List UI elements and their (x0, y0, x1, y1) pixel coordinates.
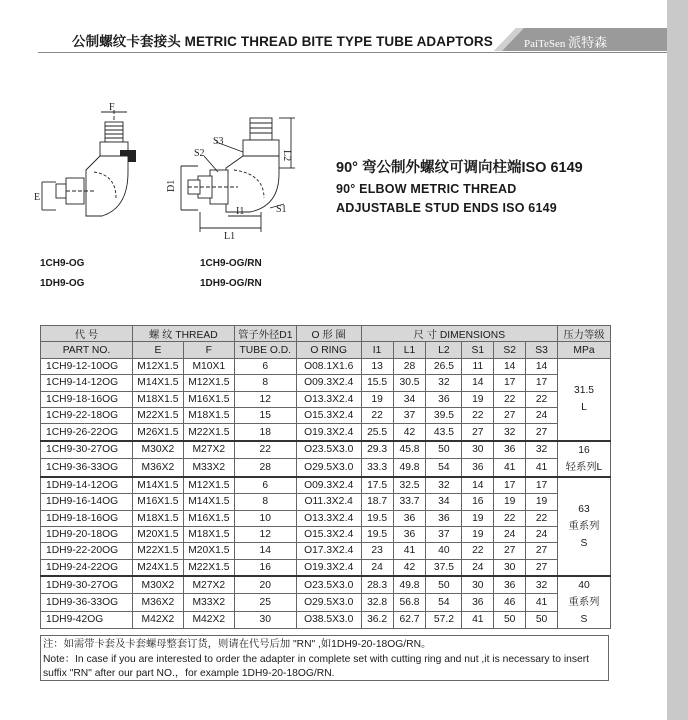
table-cell: M24X1.5 (132, 559, 183, 576)
table-cell: 19.5 (361, 526, 393, 542)
table-cell: 27 (526, 559, 558, 576)
table-cell: O13.3X2.4 (296, 391, 361, 407)
table-row (41, 510, 611, 526)
table-cell: M16X1.5 (132, 494, 183, 510)
note-line-en-1: Note：In case if you are interested to order the adapter in complete set with cutting ring and nut ,it is necessary to insert (43, 653, 590, 665)
part-number-cell: 1CH9-14-12OG (41, 375, 133, 391)
header-code: 代 号 (41, 326, 133, 342)
brand-cn: 派特森 (568, 36, 608, 51)
table-cell: 24 (361, 559, 393, 576)
table-cell: 16 (234, 559, 296, 576)
table-cell: 22 (462, 543, 494, 559)
table-cell: 46 (494, 594, 526, 611)
table-cell: M22X1.5 (132, 543, 183, 559)
table-cell: 37.5 (426, 559, 462, 576)
table-cell: 19 (462, 391, 494, 407)
label-L1: L1 (224, 231, 236, 242)
part-number-cell: 1CH9-18-16OG (41, 391, 133, 407)
header-col: S2 (494, 342, 526, 358)
table-cell: 43.5 (426, 424, 462, 441)
table-row (41, 407, 611, 423)
table-cell: 30 (494, 559, 526, 576)
part-number-cell: 1DH9-18-16OG (41, 510, 133, 526)
pressure-class-cell (557, 576, 610, 629)
table-cell: 19 (494, 494, 526, 510)
table-cell: 36 (494, 441, 526, 459)
pressure-class-cell (557, 477, 610, 576)
table-cell: M42X2 (183, 611, 234, 628)
table-cell: M36X2 (132, 459, 183, 477)
table-cell: M10X1 (183, 358, 234, 374)
pressure-value: 16 (578, 444, 590, 456)
pressure-value: 40 (578, 580, 590, 592)
table-cell: 27 (494, 543, 526, 559)
table-cell: 36 (393, 526, 426, 542)
table-cell: 18 (234, 424, 296, 441)
table-cell: 32.8 (361, 594, 393, 611)
part-number-cell: 1CH9-22-18OG (41, 407, 133, 423)
table-cell: 6 (234, 358, 296, 374)
code-1dh9-og: 1DH9-OG (40, 278, 85, 289)
product-heading (336, 156, 583, 215)
table-cell: M33X2 (183, 459, 234, 477)
pressure-value: L (581, 402, 587, 414)
table-body (41, 358, 611, 628)
pressure-value: 重系列 (568, 597, 600, 609)
table-cell: 50 (494, 611, 526, 628)
table-cell: 28.3 (361, 576, 393, 594)
table-cell: 32 (526, 441, 558, 459)
table-cell: 18.7 (361, 494, 393, 510)
table-cell: O19.3X2.4 (296, 559, 361, 576)
table-cell: 27 (526, 543, 558, 559)
label-S2: S2 (194, 148, 205, 159)
title-cn: 公制螺纹卡套接头 (72, 34, 181, 49)
header-col: E (132, 342, 183, 358)
table-cell: 37 (426, 526, 462, 542)
pressure-value: 轻系列L (565, 461, 603, 473)
part-number-cell: 1DH9-36-33OG (41, 594, 133, 611)
table-cell: 12 (234, 526, 296, 542)
table-cell: 30 (234, 611, 296, 628)
table-cell: 36 (494, 576, 526, 594)
table-cell: O29.5X3.0 (296, 594, 361, 611)
table-cell: O38.5X3.0 (296, 611, 361, 628)
table-cell: 17 (526, 375, 558, 391)
pressure-value: S (580, 614, 588, 626)
header-col: O RING (296, 342, 361, 358)
table-cell: M18X1.5 (132, 510, 183, 526)
part-number-cell: 1CH9-26-22OG (41, 424, 133, 441)
table-cell: M22X1.5 (132, 407, 183, 423)
part-number-cell: 1DH9-22-20OG (41, 543, 133, 559)
table-cell: 14 (462, 375, 494, 391)
table-row (41, 494, 611, 510)
table-cell: M14X1.5 (132, 477, 183, 494)
table-cell: 19 (526, 494, 558, 510)
table-cell: 57.2 (426, 611, 462, 628)
table-cell: 34 (393, 391, 426, 407)
table-cell: 14 (526, 358, 558, 374)
pressure-value: 63 (578, 503, 590, 515)
table-cell: M22X1.5 (183, 559, 234, 576)
table-row (41, 375, 611, 391)
table-cell: 30 (462, 441, 494, 459)
order-note (40, 635, 609, 681)
dimensions-table (40, 325, 611, 629)
table-cell: M42X2 (132, 611, 183, 628)
table-cell: M22X1.5 (183, 424, 234, 441)
table-cell: M14X1.5 (183, 494, 234, 510)
part-number-cell: 1DH9-30-27OG (41, 576, 133, 594)
table-cell: M12X1.5 (132, 358, 183, 374)
table-cell: O15.3X2.4 (296, 407, 361, 423)
table-row (41, 611, 611, 628)
table-cell: 22 (494, 510, 526, 526)
table-cell: 19.5 (361, 510, 393, 526)
table-cell: 24 (526, 407, 558, 423)
table-cell: 30 (462, 576, 494, 594)
table-cell: O13.3X2.4 (296, 510, 361, 526)
table-cell: M12X1.5 (183, 477, 234, 494)
part-number-cell: 1CH9-30-27OG (41, 441, 133, 459)
table-cell: M30X2 (132, 576, 183, 594)
table-cell: 17 (494, 375, 526, 391)
pressure-value: 重系列 (568, 520, 600, 532)
table-cell: 8 (234, 494, 296, 510)
table-row (41, 358, 611, 374)
table-cell: 25 (234, 594, 296, 611)
label-I1: I1 (236, 206, 245, 217)
part-number-cell: 1CH9-36-33OG (41, 459, 133, 477)
table-cell: 42 (393, 424, 426, 441)
table-cell: 54 (426, 594, 462, 611)
header-col: PART NO. (41, 342, 133, 358)
table-cell: M16X1.5 (183, 510, 234, 526)
pressure-class-cell (557, 358, 610, 440)
table-cell: 32 (494, 424, 526, 441)
table-cell: 45.8 (393, 441, 426, 459)
table-cell: 20 (234, 576, 296, 594)
header-col: S3 (526, 342, 558, 358)
table-cell: M20X1.5 (132, 526, 183, 542)
table-cell: 56.8 (393, 594, 426, 611)
table-cell: 13 (361, 358, 393, 374)
table-cell: 25.5 (361, 424, 393, 441)
table-cell: 17.5 (361, 477, 393, 494)
table-cell: M12X1.5 (183, 375, 234, 391)
table-row (41, 391, 611, 407)
table-cell: 22 (234, 441, 296, 459)
product-title-en-1: 90° ELBOW METRIC THREAD (336, 182, 517, 196)
label-L2: L2 (281, 150, 292, 162)
note-line-cn: 注：如需带卡套及卡套螺母整套订货，则请在代号后加 "RN" ,如1DH9-20-18OG/RN。 (43, 639, 432, 650)
table-cell: M18X1.5 (183, 407, 234, 423)
table-cell: 19 (462, 526, 494, 542)
table-cell: M14X1.5 (132, 375, 183, 391)
table-cell: M26X1.5 (132, 424, 183, 441)
product-title-en-2: ADJUSTABLE STUD ENDS ISO 6149 (336, 201, 557, 215)
table-cell: 36 (462, 459, 494, 477)
table-cell: 33.7 (393, 494, 426, 510)
table-cell: 41 (393, 543, 426, 559)
part-number-cell: 1DH9-16-14OG (41, 494, 133, 510)
table-cell: 54 (426, 459, 462, 477)
label-E: E (34, 192, 41, 203)
table-row (41, 477, 611, 494)
table-cell: 50 (426, 576, 462, 594)
table-cell: 37 (393, 407, 426, 423)
table-cell: 50 (526, 611, 558, 628)
part-number-cell: 1DH9-20-18OG (41, 526, 133, 542)
table-cell: 11 (462, 358, 494, 374)
table-cell: 36 (426, 391, 462, 407)
table-cell: 41 (462, 611, 494, 628)
table-cell: 32 (426, 375, 462, 391)
table-cell: 22 (494, 391, 526, 407)
table-cell: 36 (462, 594, 494, 611)
table-cell: 22 (462, 407, 494, 423)
table-cell: 41 (526, 459, 558, 477)
table-cell: O09.3X2.4 (296, 477, 361, 494)
table-cell: 33.3 (361, 459, 393, 477)
table-cell: 36 (426, 510, 462, 526)
table-cell: 27 (462, 424, 494, 441)
table-cell: 8 (234, 375, 296, 391)
fitting-drawing-left (42, 110, 136, 216)
label-S3: S3 (213, 136, 224, 147)
header-tube: 管子外径D1 (234, 326, 296, 342)
table-cell: O08.1X1.6 (296, 358, 361, 374)
code-1ch9-og-rn: 1CH9-OG/RN (200, 258, 262, 269)
table-cell: 36 (393, 510, 426, 526)
table-cell: 10 (234, 510, 296, 526)
table-cell: 14 (494, 358, 526, 374)
table-cell: O19.3X2.4 (296, 424, 361, 441)
header-col: L1 (393, 342, 426, 358)
brand-logo (494, 28, 667, 51)
table-cell: 24 (462, 559, 494, 576)
table-cell: 15.5 (361, 375, 393, 391)
table-cell: M16X1.5 (183, 391, 234, 407)
table-cell: 39.5 (426, 407, 462, 423)
table-cell: 29.3 (361, 441, 393, 459)
table-row (41, 526, 611, 542)
table-cell: O11.3X2.4 (296, 494, 361, 510)
table-cell: 24 (494, 526, 526, 542)
table-cell: 14 (462, 477, 494, 494)
table-cell: 17 (494, 477, 526, 494)
label-F: F (109, 102, 115, 113)
table-cell: 14 (234, 543, 296, 559)
title-en: METRIC THREAD BITE TYPE TUBE ADAPTORS (184, 34, 493, 49)
table-row (41, 441, 611, 459)
table-cell: 41 (526, 594, 558, 611)
table-cell: 23 (361, 543, 393, 559)
header-col: S1 (462, 342, 494, 358)
table-cell: 32.5 (393, 477, 426, 494)
code-1dh9-og-rn: 1DH9-OG/RN (200, 278, 262, 289)
table-cell: 22 (526, 510, 558, 526)
table-cell: M30X2 (132, 441, 183, 459)
header-col: L2 (426, 342, 462, 358)
table-header-row-en (41, 342, 611, 358)
table-row (41, 459, 611, 477)
table-cell: 50 (426, 441, 462, 459)
table-cell: O23.5X3.0 (296, 576, 361, 594)
part-number-cell: 1DH9-24-22OG (41, 559, 133, 576)
table-row (41, 594, 611, 611)
table-cell: 26.5 (426, 358, 462, 374)
table-cell: 41 (494, 459, 526, 477)
table-cell: 22 (526, 391, 558, 407)
pressure-value: S (580, 537, 588, 549)
table-cell: 62.7 (393, 611, 426, 628)
table-row (41, 543, 611, 559)
table-cell: M18X1.5 (132, 391, 183, 407)
header-pressure: 压力等级 (557, 326, 610, 342)
table-row (41, 424, 611, 441)
table-cell: M20X1.5 (183, 543, 234, 559)
table-cell: 49.8 (393, 576, 426, 594)
table-cell: 36.2 (361, 611, 393, 628)
table-cell: 19 (361, 391, 393, 407)
brand-latin: PaiTeSen (524, 38, 566, 50)
pressure-value: 31.5 (573, 385, 595, 397)
table-cell: M33X2 (183, 594, 234, 611)
table-cell: 16 (462, 494, 494, 510)
header-col: I1 (361, 342, 393, 358)
header-divider (38, 52, 667, 53)
header-dimensions: 尺 寸 DIMENSIONS (361, 326, 557, 342)
table-cell: 15 (234, 407, 296, 423)
table-cell: 27 (494, 407, 526, 423)
label-S1: S1 (276, 204, 287, 215)
header-col: TUBE O.D. (234, 342, 296, 358)
table-cell: O17.3X2.4 (296, 543, 361, 559)
part-number-cell: 1CH9-12-10OG (41, 358, 133, 374)
part-number-cell: 1DH9-14-12OG (41, 477, 133, 494)
table-cell: 42 (393, 559, 426, 576)
header-oring: O 形 圈 (296, 326, 361, 342)
table-cell: 6 (234, 477, 296, 494)
table-cell: O29.5X3.0 (296, 459, 361, 477)
table-cell: 34 (426, 494, 462, 510)
table-cell: 19 (462, 510, 494, 526)
header-thread: 螺 纹 THREAD (132, 326, 234, 342)
part-number-cell: 1DH9-42OG (41, 611, 133, 628)
note-line-en-2: suffix "RN" after our part NO.，for example 1DH9-20-18OG/RN. (43, 668, 335, 679)
table-cell: 27 (526, 424, 558, 441)
page-title (72, 30, 493, 50)
table-cell: 49.8 (393, 459, 426, 477)
table-cell: 32 (426, 477, 462, 494)
table-cell: O15.3X2.4 (296, 526, 361, 542)
table-cell: 40 (426, 543, 462, 559)
table-cell: M36X2 (132, 594, 183, 611)
table-cell: 30.5 (393, 375, 426, 391)
table-cell: 32 (526, 576, 558, 594)
product-title-cn: 90° 弯公制外螺纹可调向柱端ISO 6149 (336, 160, 583, 176)
code-1ch9-og: 1CH9-OG (40, 258, 85, 269)
header-col: F (183, 342, 234, 358)
table-cell: O09.3X2.4 (296, 375, 361, 391)
table-cell: O23.5X3.0 (296, 441, 361, 459)
pressure-class-cell (557, 441, 610, 477)
table-cell: 24 (526, 526, 558, 542)
table-cell: 22 (361, 407, 393, 423)
table-cell: M27X2 (183, 441, 234, 459)
fitting-technical-drawing (34, 100, 328, 242)
label-D1: D1 (166, 179, 177, 192)
table-row (41, 576, 611, 594)
table-cell: M18X1.5 (183, 526, 234, 542)
table-header-row-cn (41, 326, 611, 342)
table-cell: M27X2 (183, 576, 234, 594)
header-col: MPa (557, 342, 610, 358)
table-row (41, 559, 611, 576)
table-cell: 28 (393, 358, 426, 374)
table-cell: 28 (234, 459, 296, 477)
table-cell: 12 (234, 391, 296, 407)
table-cell: 17 (526, 477, 558, 494)
page-edge-strip (667, 0, 688, 720)
